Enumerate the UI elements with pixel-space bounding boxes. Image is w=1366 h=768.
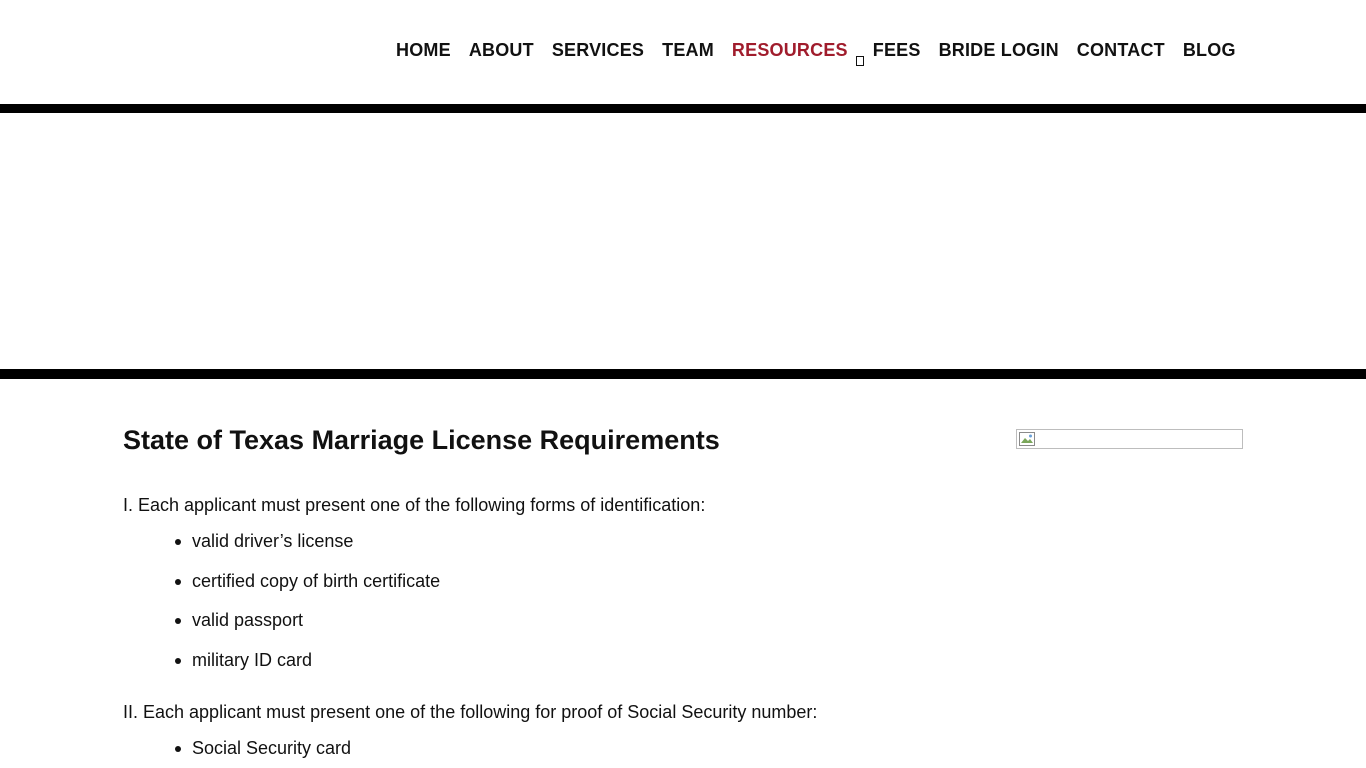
nav-fees[interactable]: FEES	[872, 40, 921, 60]
social-security-list	[175, 737, 1003, 759]
page-title: State of Texas Marriage License Requirements	[123, 425, 720, 455]
nav-team[interactable]: TEAM	[662, 40, 714, 60]
main-menu	[396, 39, 1236, 66]
nav-home[interactable]: HOME	[396, 40, 451, 60]
top-navigation	[0, 0, 1366, 104]
broken-image-icon	[1019, 432, 1035, 446]
main-content	[123, 379, 1003, 768]
list-item: certified copy of birth certificate	[175, 570, 1003, 592]
nav-contact[interactable]: CONTACT	[1076, 40, 1165, 60]
hero-banner	[0, 113, 1366, 369]
list-item: military ID card	[175, 649, 1003, 671]
list-item: valid driver’s license	[175, 530, 1003, 552]
nav-blog[interactable]: BLOG	[1182, 40, 1236, 60]
list-item: Social Security card	[175, 737, 1003, 759]
header-divider-bottom	[0, 369, 1366, 379]
header-divider-top	[0, 104, 1366, 113]
list-item: valid passport	[175, 609, 1003, 631]
identification-list	[175, 530, 1003, 671]
sidebar-image	[1016, 429, 1243, 449]
social-security-intro: II. Each applicant must present one of the following for proof of Social Security number:	[123, 701, 818, 722]
nav-bride-login[interactable]: BRIDE LOGIN	[938, 40, 1059, 60]
nav-services[interactable]: SERVICES	[551, 40, 645, 60]
nav-about[interactable]: ABOUT	[468, 40, 534, 60]
nav-resources[interactable]: RESOURCES	[731, 40, 848, 60]
dropdown-indicator-icon[interactable]	[856, 56, 864, 66]
identification-intro: I. Each applicant must present one of the following forms of identification:	[123, 495, 706, 515]
